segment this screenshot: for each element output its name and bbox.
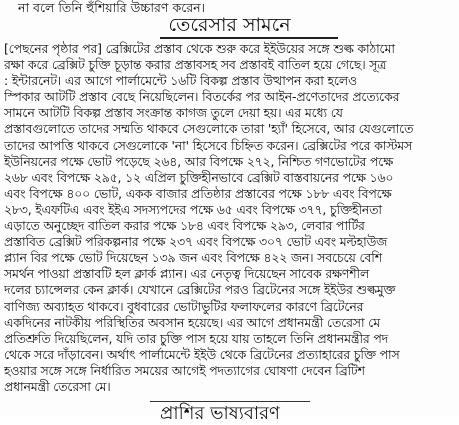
headline-underline — [160, 37, 338, 39]
body-line: দলের চ্যান্সেলর কেন ক্লার্ক। যেখানে ব্রেক্সিটের পরও ব্রিটেনের সঙ্গে ইইউর শুল্কমুক্ত — [4, 282, 396, 298]
body-line: প্রস্তাবিত ব্রেক্সিট পরিকল্পনার পক্ষে ২৩৭ এবং বিপক্ষে ৩০৭ ভোট এবং মল্টহাউজ — [4, 234, 388, 250]
body-line: প্রতিশ্রুতি দিয়েছিলেন, যদি তার চুক্তি পাস হয়ে যায় তাহলে তিনি প্রধানমন্ত্রীর পদ — [4, 330, 388, 346]
body-line: থেকে সরে দাঁড়াবেন। অর্থাৎ পার্লামেন্টে ইইউ থেকে ব্রিটেনের প্রত্যাহারের চুক্তি পাস — [4, 346, 400, 362]
body-line: সমর্থন পাওয়া প্রস্তাবটি হল ক্লার্ক প্ল্যান। এর নেতৃত্ব দিয়েছেন সাবেক রক্ষণশীল — [4, 266, 370, 282]
body-line: : ইন্টারনেট। এর আগে পার্লামেন্টে ১৬টি বিকল্প প্রস্তাব উত্থাপন করা হলেও — [4, 73, 357, 89]
body-line: ২৮৩, ইএফটিএ এবং ইইএ সদস্যপদের পক্ষে ৬৫ এবং বিপক্ষে ৩৭৭, চুক্তিহীনতা — [4, 201, 382, 217]
article-headline: তেরেসার সামনে — [168, 14, 291, 36]
next-article-headline: প্রাশির ভাষ্যবারণ — [160, 403, 280, 424]
body-line: হওয়ার সঙ্গে সঙ্গে নির্ধারিত সময়ের আগেই পদত্যাগের ঘোষণা দেবেন ব্রিটিশ — [4, 362, 365, 378]
body-line: রক্ষা করে ব্রেক্সিট চুক্তি চূড়ান্ত করার প্রস্তাবসহ সব প্রস্তাবই বাতিল হয়ে গেছে। সূত্র — [4, 57, 387, 73]
body-line: ইউনিয়নের পক্ষে ভোট পড়েছে ২৬৪, আর বিপক্ষে ২৭২, নিশ্চিত গণভোটের পক্ষে — [4, 153, 394, 169]
body-line: বাণিজ্য অব্যাহত থাকবে। বুধবারের ভোটাভুটির ফলাফলের কারণে ব্রিটেনের — [4, 298, 364, 314]
body-line: প্রধানমন্ত্রী তেরেসা মে। — [4, 378, 111, 394]
body-line: প্ল্যান বির পক্ষে ভোট দিয়েছেন ১৩৯ জন এবং বিপক্ষে ৪২২ জন। সবচেয়ে বেশি — [4, 250, 382, 266]
next-article-rule — [150, 401, 310, 402]
body-line: [পেছনের পৃষ্ঠার পর] ব্রেক্সিটের প্রস্তাব থেকে শুরু করে ইইউয়ের সঙ্গে শুল্ক কাঠামো — [4, 41, 395, 56]
article-body — [4, 41, 456, 395]
body-line: এবং বিপক্ষে ৪০০ ভোট, একক বাজার প্রতিষ্ঠার প্রস্তাবের পক্ষে ১৮৮ এবং বিপক্ষে — [4, 185, 392, 201]
body-line: ২৬৮ এবং বিপক্ষে ২৯৫, ১২ এপ্রিল চুক্তিহীনভাবে ব্রেক্সিট বাস্তবায়নের পক্ষে ১৬০ — [4, 169, 394, 185]
body-line: স্পিকার আটটি প্রস্তাব বেছে নিয়েছিলেন। বিতর্কের পর আইন-প্রণেতাদের প্রত্যেকের — [4, 89, 400, 105]
body-line: তাদের আপত্তি থাকবে সেগুলোকে 'না' হিসেবে চিহ্নিত করেন। ব্রেক্সিটের পরে কাস্টমস — [4, 137, 413, 153]
previous-article-last-line: না বলে তিনি হুঁশিয়ারি উচ্চারণ করেন। — [18, 0, 206, 15]
body-line: এড়াতে অনুচ্ছেদ বাতিল করার পক্ষে ১৮৪ এবং বিপক্ষে ২৯৩, লেবার পার্টির — [4, 218, 365, 234]
body-line: প্রস্তাবগুলোতে তাদের সম্মতি থাকবে সেগুলোকে তারা 'হ্যাঁ' হিসেবে, আর যেগুলোতে — [4, 121, 414, 137]
body-line: একদিনের নাটকীয় পরিস্থিতির অবসান হয়েছে। এর আগে প্রধানমন্ত্রী তেরেসা মে — [4, 314, 380, 330]
body-line: সামনে আটটি বিকল্প প্রস্তাব সংক্রান্ত কাগজ তুলে দেয়া হয়। এর মধ্যে যে — [4, 105, 343, 121]
